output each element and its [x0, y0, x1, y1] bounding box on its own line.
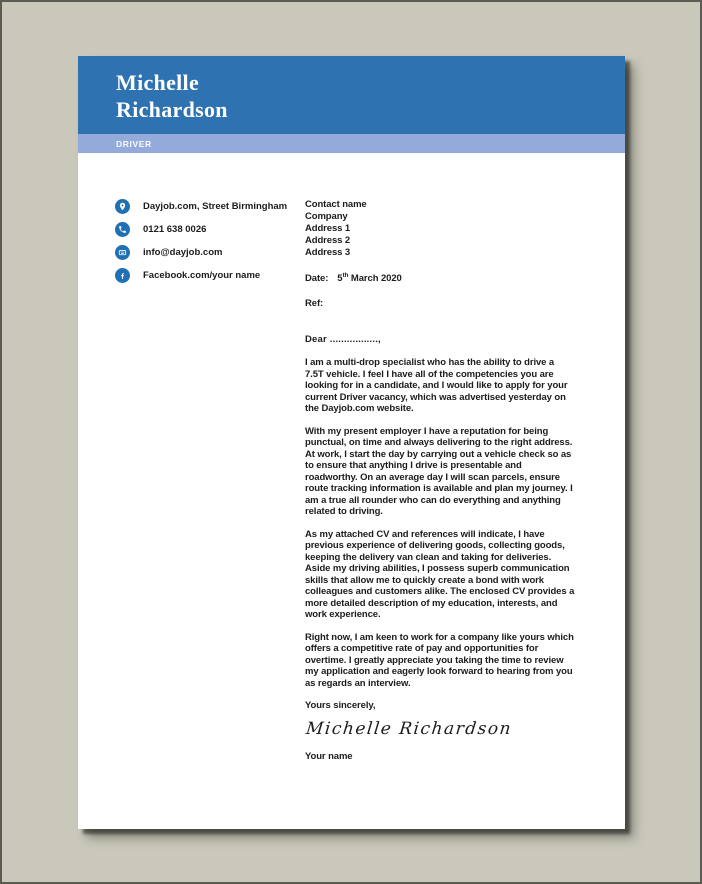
signoff: Your name: [305, 751, 353, 763]
closing: Yours sincerely,: [305, 700, 376, 712]
contact-row-address: [115, 199, 305, 214]
recipient-line: Address 2: [305, 235, 351, 246]
header-band: [78, 56, 625, 134]
contact-email-text: info@dayjob.com: [143, 247, 223, 258]
date-label: Date:: [305, 273, 329, 285]
ref-label: Ref:: [305, 298, 324, 310]
contact-row-phone: [115, 222, 305, 237]
facebook-icon: [115, 268, 130, 283]
salutation: Dear .................,: [305, 334, 381, 346]
date-line: [305, 270, 575, 285]
phone-icon: [115, 222, 130, 237]
contact-phone-text: 0121 638 0026: [143, 224, 207, 235]
date-day: 5: [337, 273, 343, 285]
contact-facebook-text: Facebook.com/your name: [143, 270, 261, 281]
recipient-line: Contact name: [305, 199, 367, 210]
person-name-line1: Michelle: [116, 70, 200, 95]
body-paragraph-3: As my attached CV and references will indicate, I have previous experience of delivering goods, collecting goods, keeping the delivery van clean and taking for deliveries. Aside my driving abilities, I possess superb communication skills that allow me to quickly create a bond with work colleagues and customers alike. The enclosed CV provides a more detailed description of my education, interests, and work experience.: [305, 528, 575, 621]
recipient-line: Address 1: [305, 223, 351, 234]
role-bar: [78, 134, 625, 153]
contact-address-text: Dayjob.com, Street Birmingham: [143, 201, 288, 212]
date-ordinal: th: [342, 272, 349, 279]
letter-body: [305, 357, 575, 689]
body-paragraph-1: I am a multi-drop specialist who has the ability to drive a 7.5T vehicle. I feel I have all of the competencies you are looking for in a candidate, and I would like to apply for your current Driver vacancy, which was advertised yesterday on the Dayjob.com website.: [305, 357, 568, 415]
person-name-line2: Richardson: [116, 97, 228, 122]
contact-row-facebook: [115, 268, 305, 283]
recipient-block: [305, 199, 575, 259]
document-page: [78, 56, 625, 829]
location-pin-icon: [115, 199, 130, 214]
recipient-line: Address 3: [305, 247, 351, 258]
signature: Michelle Richardson: [305, 719, 514, 740]
letter-column: [305, 199, 575, 763]
email-icon: [115, 245, 130, 260]
role-label: DRIVER: [116, 138, 152, 149]
letter-content: [78, 153, 625, 763]
date-rest: March 2020: [348, 273, 402, 285]
contact-row-email: [115, 245, 305, 260]
body-paragraph-4: Right now, I am keen to work for a company like yours which offers a competitive rate of pay and opportunities for overtime. I greatly appreciate you taking the time to review my application and eagerly look forward to hearing from you as regards an interview.: [305, 631, 574, 689]
person-name: [116, 69, 625, 123]
contact-column: [78, 199, 305, 763]
body-paragraph-2: With my present employer I have a reputation for being punctual, on time and always delivering to the right address. At work, I start the day by carrying out a vehicle check so as to ensure that anything I drive is presentable and roadworthy. On an average day I will scan parcels, ensure route tracking information is available and plan my journey. I am a true all rounder who can do everything and anything related to driving.: [305, 425, 573, 518]
recipient-line: Company: [305, 211, 348, 222]
